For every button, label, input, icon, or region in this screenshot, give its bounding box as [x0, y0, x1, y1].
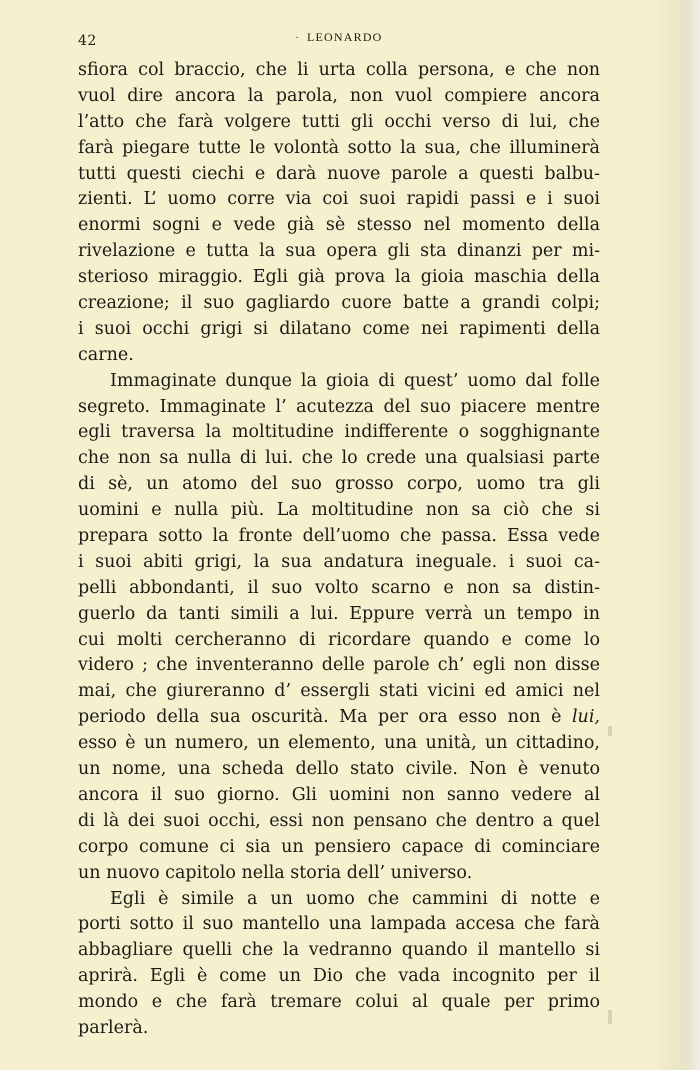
text-line: i suoi abiti grigi, la sua andatura ineguale. i suoi ca-: [78, 551, 600, 572]
text-line: zienti. L’ uomo corre via coi suoi rapidi passi e i suoi: [78, 189, 600, 210]
text-line: Immaginate dunque la gioia di quest’ uomo dal folle: [110, 370, 600, 391]
text-line: farà piegare tutte le volontà sotto la sua, che illuminerà: [78, 137, 600, 158]
text-line: parlerà.: [78, 1017, 149, 1038]
text-line: vuol dire ancora la parola, non vuol compiere ancora: [78, 85, 600, 106]
text-line: l’atto che farà volgere tutti gli occhi verso di lui, che: [78, 111, 600, 132]
text-line: esso è un numero, un elemento, una unità, un cittadino,: [78, 733, 600, 754]
text-line: porti sotto il suo mantello una lampada accesa che farà: [78, 914, 600, 935]
text-line: un nome, una scheda dello stato civile. Non è venuto: [78, 759, 600, 780]
page-number: 42: [78, 33, 97, 49]
text-line: egli traversa la moltitudine indifferente o sogghignante: [78, 422, 600, 443]
text-line: corpo comune ci sia un pensiero capace di cominciare: [78, 836, 600, 857]
paragraph-2: [78, 369, 600, 887]
text-line: un nuovo capitolo nella storia dell’ universo.: [78, 862, 473, 883]
italic-word: lui,: [571, 707, 600, 728]
text-line: mai, che giureranno d’ essergli stati vicini ed amici nel: [78, 681, 600, 702]
text-line: rivelazione e tutta la sua opera gli sta dinanzi per mi-: [78, 241, 600, 262]
running-title-text: LEONARDO: [306, 30, 383, 44]
text-line: aprirà. Egli è come un Dio che vada incognito per il: [78, 966, 600, 987]
text-line: prepara sotto la fronte dell’uomo che passa. Essa vede: [78, 526, 600, 547]
paragraph-3: [78, 887, 600, 1042]
text-line: di là dei suoi occhi, essi non pensano che dentro a quel: [78, 810, 600, 831]
page-edge-shadow: [658, 0, 700, 1070]
text-line-part: periodo della sua oscurità. Ma per ora esso non è: [78, 707, 562, 728]
text-line-with-italic: [78, 705, 600, 731]
paragraph-1: [78, 58, 600, 369]
text-line: guerlo da tanti simili a lui. Eppure verrà un tempo in: [78, 603, 600, 624]
text-line: abbagliare quelli che la vedranno quando il mantello si: [78, 940, 600, 961]
text-line: sterioso miraggio. Egli già prova la gioia maschia della: [78, 267, 600, 288]
text-line: Egli è simile a un uomo che cammini di notte e: [110, 888, 600, 909]
text-line: che non sa nulla di lui. che lo crede una qualsiasi parte: [78, 448, 600, 469]
text-line: enormi sogni e vede già sè stesso nel momento della: [78, 215, 600, 236]
text-line: cui molti cercheranno di ricordare quando e come lo: [78, 629, 600, 650]
text-line: i suoi occhi grigi si dilatano come nei rapimenti della: [78, 318, 600, 339]
page-header: [78, 30, 600, 52]
text-line: pelli abbondanti, il suo volto scarno e non sa distin-: [78, 577, 600, 598]
text-line: di sè, un atomo del suo grosso corpo, uomo tra gli: [78, 474, 600, 495]
text-line: creazione; il suo gagliardo cuore batte a grandi colpi;: [78, 293, 600, 314]
running-title: [78, 30, 600, 45]
text-line: ancora il suo giorno. Gli uomini non sanno vedere al: [78, 784, 600, 805]
ink-speck: [608, 1010, 612, 1024]
ink-speck: [608, 726, 612, 736]
text-line: mondo e che farà tremare colui al quale per primo: [78, 992, 600, 1013]
text-line: carne.: [78, 344, 134, 365]
title-mark: ·: [295, 33, 300, 44]
text-line: tutti questi ciechi e darà nuove parole a questi balbu-: [78, 163, 600, 184]
text-line: uomini e nulla più. La moltitudine non sa ciò che si: [78, 500, 600, 521]
body-text: [78, 58, 600, 1042]
text-line: segreto. Immaginate l’ acutezza del suo piacere mentre: [78, 396, 600, 417]
text-line: sfiora col braccio, che li urta colla persona, e che non: [78, 60, 600, 80]
text-line: videro ; che inventeranno delle parole ch’ egli non disse: [78, 655, 600, 676]
